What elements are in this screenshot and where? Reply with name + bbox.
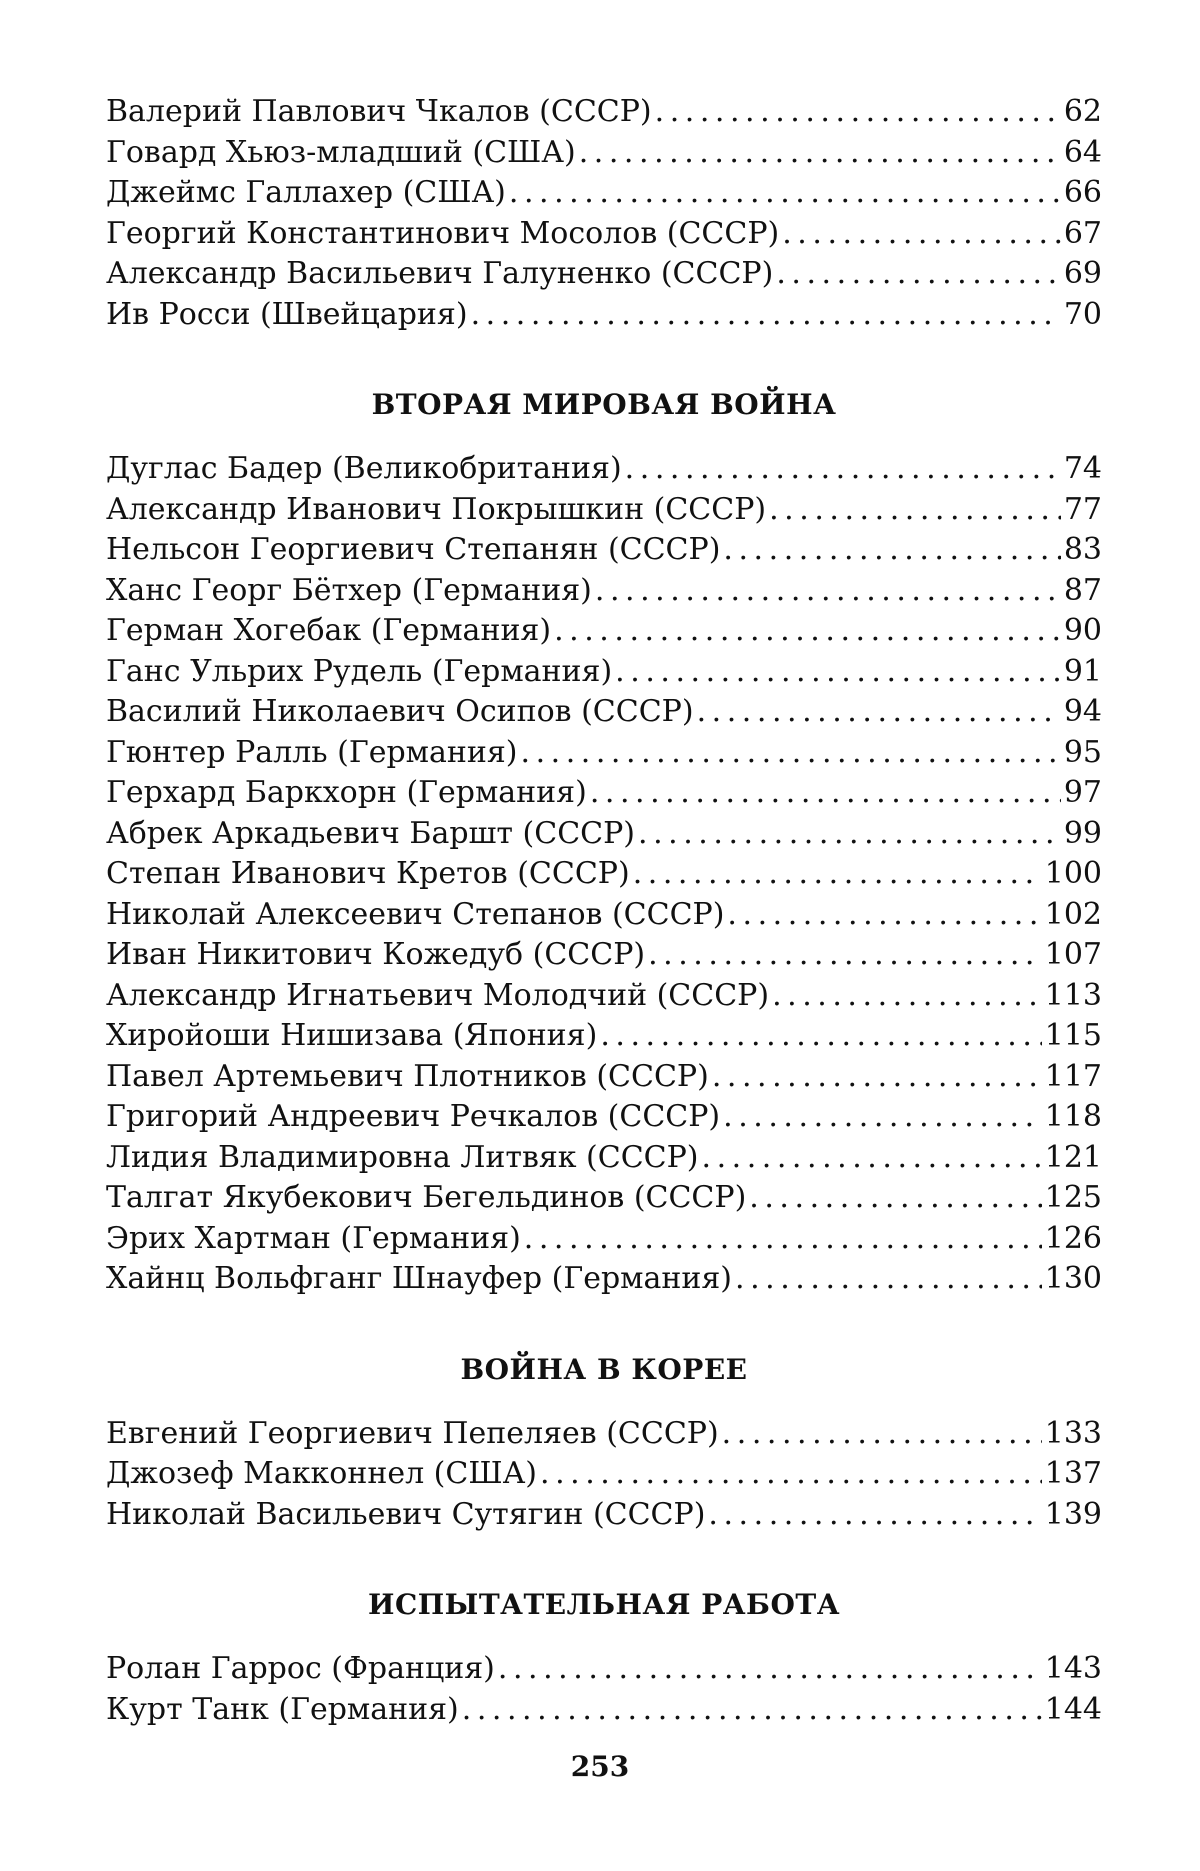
entry-page-number: 133 — [1044, 1415, 1102, 1451]
toc-entry — [106, 611, 1102, 652]
entry-title: Степан Иванович Кретов (СССР) — [106, 856, 630, 891]
entry-title: Николай Васильевич Сутягин (СССР) — [106, 1496, 706, 1532]
toc-entry — [106, 449, 1102, 490]
toc-entry — [106, 773, 1102, 814]
entry-title: Григорий Андреевич Речкалов (СССР) — [106, 1099, 721, 1134]
entry-title: Герхард Баркхорн (Германия) — [106, 775, 587, 810]
entry-page-number: 115 — [1044, 1018, 1102, 1053]
dot-leader — [723, 530, 1060, 571]
dot-leader — [697, 692, 1061, 733]
entry-title: Эрих Хартман (Германия) — [106, 1220, 521, 1256]
entry-title: Джозеф Макконнел (США) — [106, 1456, 538, 1491]
dot-leader — [521, 733, 1061, 774]
entry-page-number: 117 — [1044, 1058, 1102, 1094]
dot-leader — [727, 895, 1041, 936]
entry-page-number: 87 — [1063, 572, 1102, 608]
entry-page-number: 67 — [1063, 215, 1102, 251]
entry-page-number: 113 — [1044, 977, 1102, 1013]
dot-leader — [749, 1178, 1041, 1219]
toc-entry — [106, 214, 1102, 255]
dot-leader — [462, 1690, 1042, 1731]
dot-leader — [579, 133, 1061, 174]
entry-title: Николай Алексеевич Степанов (СССР) — [106, 896, 725, 932]
table-of-contents — [106, 92, 1102, 1730]
entry-page-number: 94 — [1063, 694, 1102, 729]
entry-title: Гюнтер Ралль (Германия) — [106, 734, 518, 770]
toc-entry — [106, 1097, 1102, 1138]
entry-page-number: 62 — [1063, 94, 1102, 129]
toc-entry — [106, 571, 1102, 612]
section-heading: ВТОРАЯ МИРОВАЯ ВОЙНА — [371, 388, 837, 421]
dot-leader — [782, 214, 1061, 255]
section-heading: ВОЙНА В КОРЕЕ — [460, 1352, 748, 1386]
entry-page-number: 77 — [1063, 491, 1102, 527]
entry-title: Хиройоши Нишизава (Япония) — [106, 1018, 598, 1053]
toc-entry — [106, 1690, 1102, 1731]
section-spacer — [106, 1300, 1102, 1350]
dot-leader — [524, 1219, 1042, 1260]
toc-entry — [106, 1454, 1102, 1495]
entry-title: Валерий Павлович Чкалов (СССР) — [106, 94, 652, 129]
entry-title: Александр Иванович Покрышкин (СССР) — [106, 491, 767, 527]
dot-leader — [702, 1138, 1042, 1179]
entry-title: Курт Танк (Германия) — [106, 1691, 459, 1727]
entry-title: Абрек Аркадьевич Баршт (СССР) — [106, 815, 636, 851]
entry-page-number: 100 — [1044, 856, 1102, 891]
page-number-folio: 253 — [570, 1750, 630, 1783]
toc-entry — [106, 173, 1102, 214]
entry-page-number: 130 — [1044, 1261, 1102, 1296]
entry-page-number: 90 — [1063, 613, 1102, 648]
entry-title: Ролан Гаррос (Франция) — [106, 1651, 495, 1686]
entry-page-number: 70 — [1063, 296, 1102, 332]
toc-entry — [106, 254, 1102, 295]
section-spacer — [106, 1390, 1102, 1414]
dot-leader — [655, 92, 1061, 133]
entry-page-number: 125 — [1044, 1180, 1102, 1215]
toc-entry — [106, 490, 1102, 531]
dot-leader — [471, 295, 1061, 336]
entry-title: Талгат Якубекович Бегельдинов (СССР) — [106, 1180, 747, 1215]
entry-title: Ганс Ульрих Рудель (Германия) — [106, 653, 613, 689]
toc-entry — [106, 976, 1102, 1017]
dot-leader — [648, 935, 1042, 976]
entry-title: Ханс Георг Бётхер (Германия) — [106, 572, 592, 608]
toc-entry — [106, 295, 1102, 336]
dot-leader — [638, 814, 1061, 855]
dot-leader — [633, 854, 1042, 895]
toc-entry — [106, 1219, 1102, 1260]
entry-page-number: 144 — [1044, 1691, 1102, 1727]
dot-leader — [554, 611, 1061, 652]
dot-leader — [712, 1057, 1042, 1098]
entry-page-number: 83 — [1063, 532, 1102, 567]
entry-page-number: 95 — [1063, 734, 1102, 770]
entry-page-number: 107 — [1044, 937, 1102, 972]
section-spacer — [106, 335, 1102, 385]
entry-page-number: 118 — [1044, 1099, 1102, 1134]
toc-entry — [106, 692, 1102, 733]
dot-leader — [708, 1495, 1041, 1536]
dot-leader — [625, 449, 1061, 490]
dot-leader — [776, 254, 1061, 295]
entry-title: Дуглас Бадер (Великобритания) — [106, 451, 622, 486]
entry-title: Нельсон Георгиевич Степанян (СССР) — [106, 532, 721, 567]
toc-entry — [106, 1016, 1102, 1057]
entry-page-number: 126 — [1044, 1220, 1102, 1256]
dot-leader — [735, 1259, 1042, 1300]
entry-page-number: 99 — [1063, 815, 1102, 851]
section-spacer — [106, 425, 1102, 449]
entry-title: Василий Николаевич Осипов (СССР) — [106, 694, 694, 729]
entry-title: Хайнц Вольфганг Шнауфер (Германия) — [106, 1261, 733, 1296]
dot-leader — [722, 1414, 1042, 1455]
dot-leader — [600, 1016, 1041, 1057]
toc-entry — [106, 1057, 1102, 1098]
dot-leader — [723, 1097, 1042, 1138]
entry-title: Иван Никитович Кожедуб (СССР) — [106, 937, 646, 972]
entry-title: Александр Васильевич Галуненко (СССР) — [106, 256, 774, 291]
toc-entry — [106, 530, 1102, 571]
entry-title: Говард Хьюз-младший (США) — [106, 134, 576, 170]
entry-page-number: 74 — [1063, 451, 1102, 486]
section-spacer — [106, 1535, 1102, 1585]
entry-title: Ив Росси (Швейцария) — [106, 296, 468, 332]
toc-entry — [106, 92, 1102, 133]
dot-leader — [498, 1649, 1042, 1690]
toc-entry — [106, 1138, 1102, 1179]
entry-page-number: 91 — [1063, 653, 1102, 689]
entry-title: Георгий Константинович Мосолов (СССР) — [106, 215, 780, 251]
toc-entry — [106, 854, 1102, 895]
section-heading: ИСПЫТАТЕЛЬНАЯ РАБОТА — [367, 1588, 841, 1621]
dot-leader — [595, 571, 1061, 612]
entry-title: Лидия Владимировна Литвяк (СССР) — [106, 1139, 699, 1175]
entry-title: Джеймс Галлахер (США) — [106, 175, 506, 210]
entry-title: Александр Игнатьевич Молодчий (СССР) — [106, 977, 770, 1013]
entry-page-number: 102 — [1044, 896, 1102, 932]
toc-entry — [106, 1259, 1102, 1300]
toc-entry — [106, 1495, 1102, 1536]
toc-entry — [106, 652, 1102, 693]
entry-page-number: 139 — [1044, 1496, 1102, 1532]
dot-leader — [769, 490, 1061, 531]
section-spacer — [106, 1625, 1102, 1649]
entry-page-number: 143 — [1044, 1651, 1102, 1686]
dot-leader — [772, 976, 1042, 1017]
toc-entry — [106, 935, 1102, 976]
dot-leader — [540, 1454, 1042, 1495]
toc-entry — [106, 814, 1102, 855]
dot-leader — [509, 173, 1061, 214]
entry-page-number: 97 — [1063, 775, 1102, 810]
entry-page-number: 64 — [1063, 134, 1102, 170]
entry-page-number: 121 — [1044, 1139, 1102, 1175]
entry-page-number: 137 — [1044, 1456, 1102, 1491]
toc-entry — [106, 1649, 1102, 1690]
toc-entry — [106, 133, 1102, 174]
entry-title: Герман Хогебак (Германия) — [106, 613, 552, 648]
dot-leader — [590, 773, 1061, 814]
entry-page-number: 66 — [1063, 175, 1102, 210]
entry-page-number: 69 — [1063, 256, 1102, 291]
entry-title: Павел Артемьевич Плотников (СССР) — [106, 1058, 709, 1094]
dot-leader — [615, 652, 1061, 693]
toc-entry — [106, 733, 1102, 774]
toc-entry — [106, 1414, 1102, 1455]
toc-entry — [106, 895, 1102, 936]
toc-entry — [106, 1178, 1102, 1219]
entry-title: Евгений Георгиевич Пепеляев (СССР) — [106, 1415, 719, 1451]
